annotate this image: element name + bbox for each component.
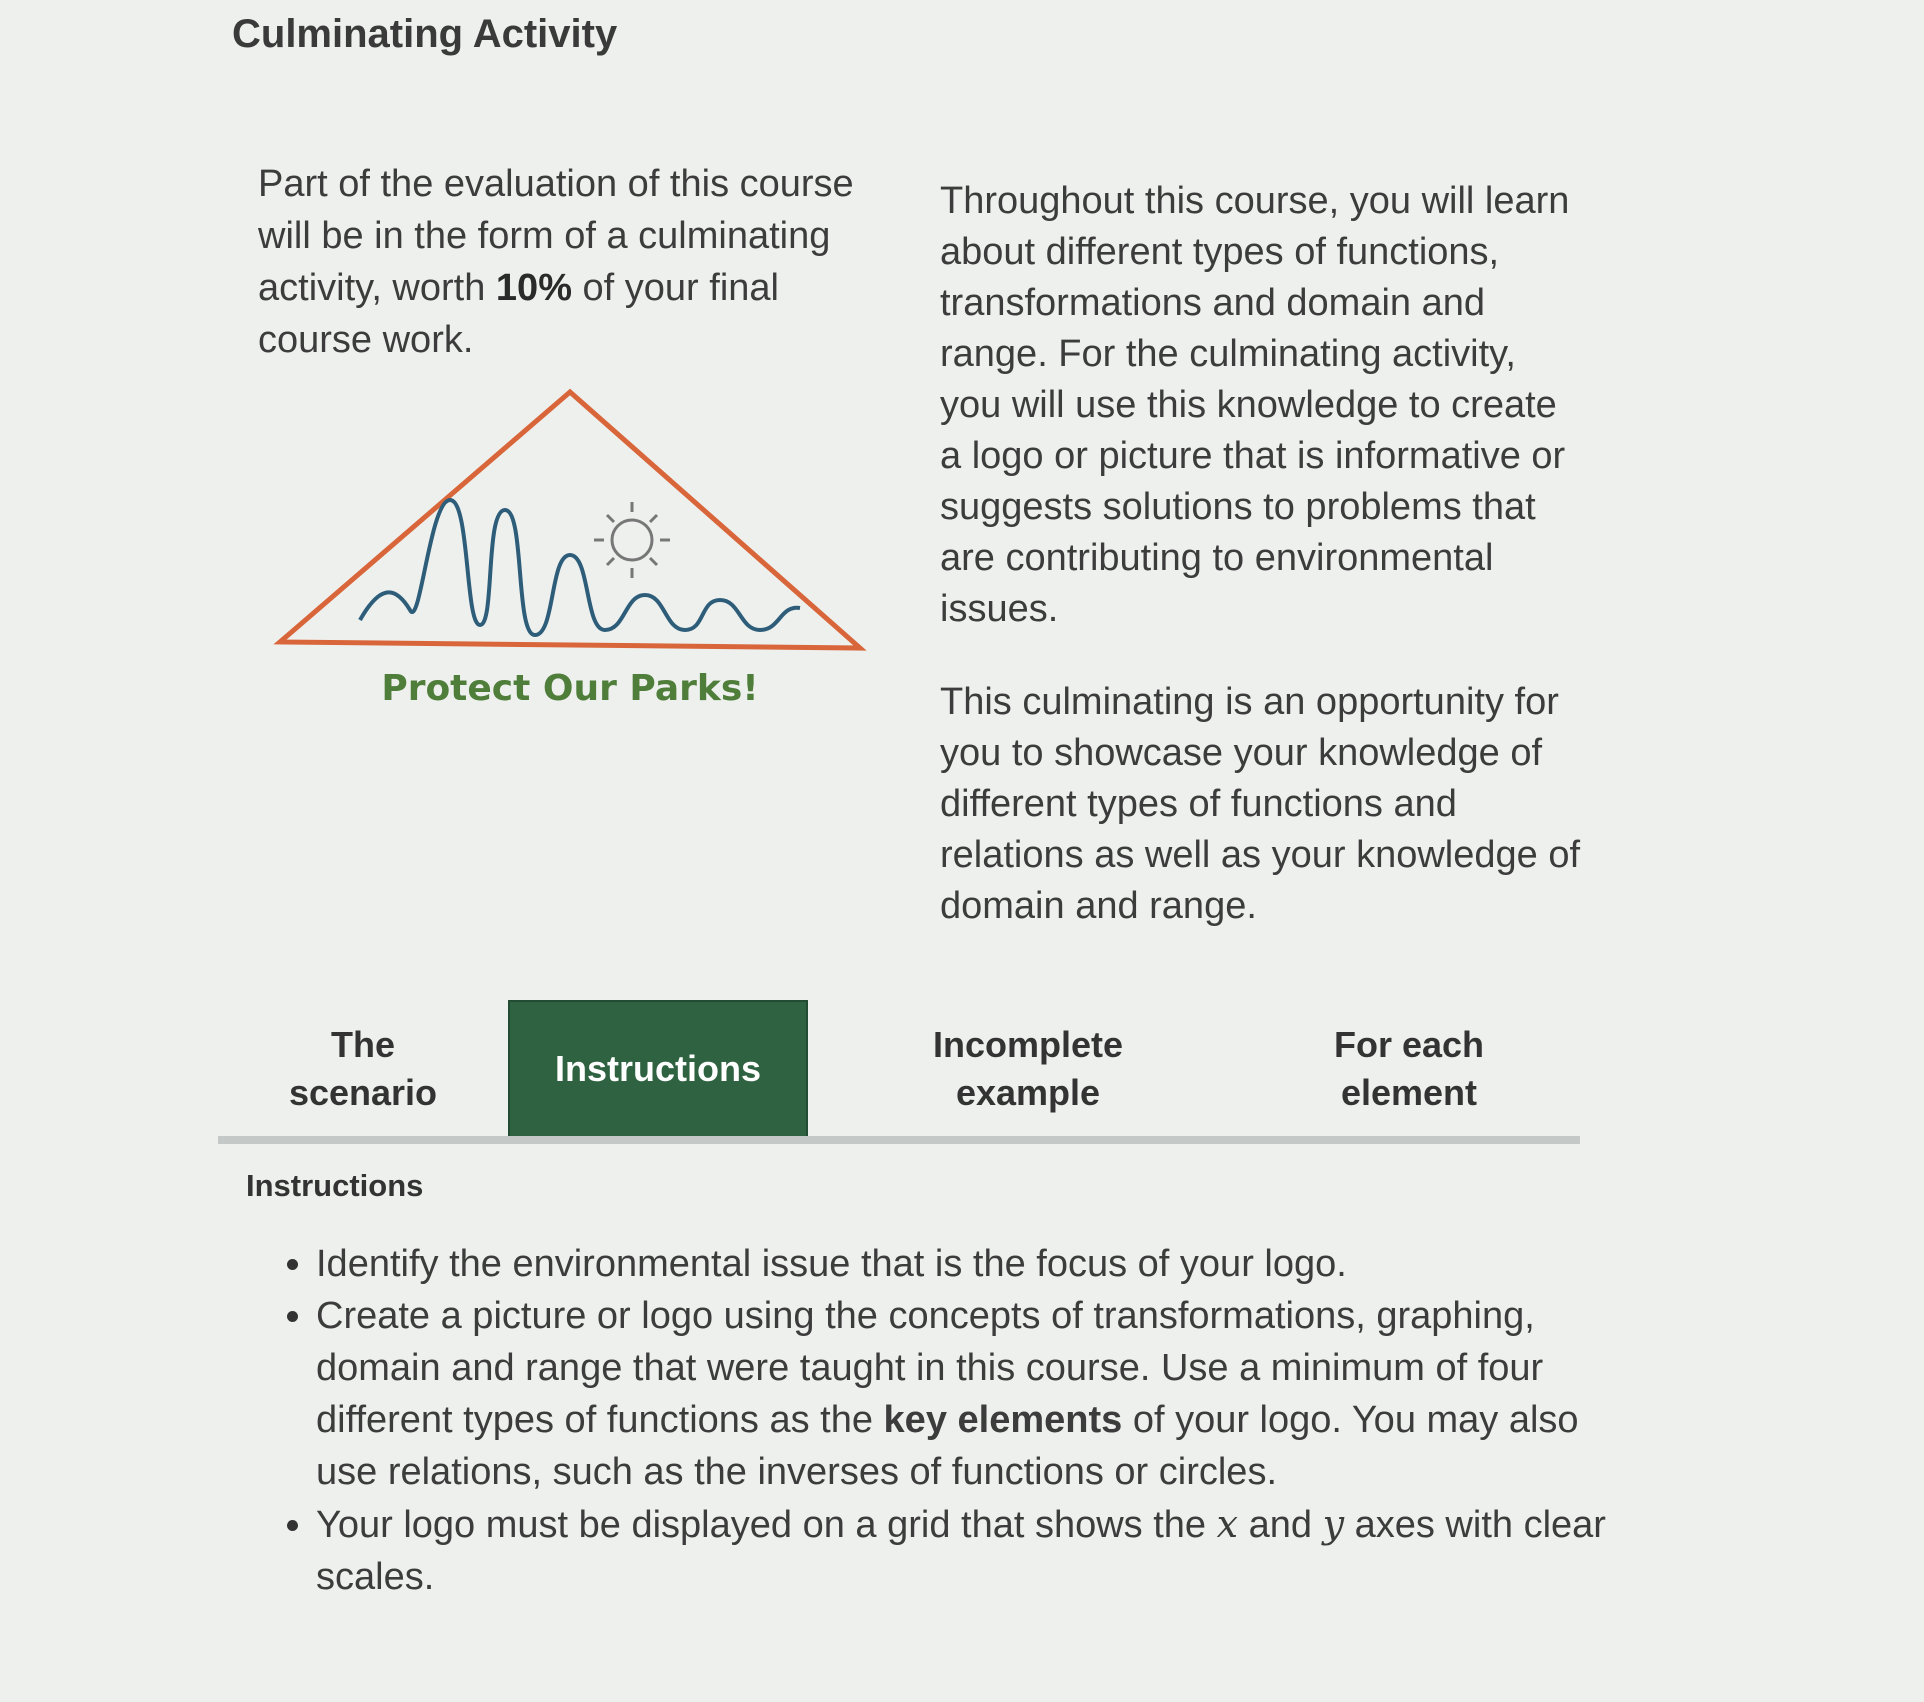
tab-label: For each element: [1333, 1024, 1485, 1113]
intro-text-right: [940, 176, 1580, 974]
instruction-item: [316, 1498, 1616, 1603]
tab-the-scenario[interactable]: [218, 1000, 508, 1138]
instructions-list: [278, 1238, 1616, 1603]
instruction-text: of your logo. You may also use relations, such as the inverses of functions or circles.: [316, 1399, 1579, 1493]
tab-label: Incomplete example: [932, 1024, 1124, 1113]
intro-text-left: [258, 158, 898, 366]
tab-label: Instructions: [554, 1048, 761, 1089]
logo-caption: Protect Our Parks!: [381, 668, 759, 709]
instruction-item: [316, 1290, 1616, 1498]
page-title: Culminating Activity: [232, 12, 618, 56]
mountain-wave-curve: [360, 500, 800, 635]
instruction-text: Create a picture or logo using the concepts of transformations, graphing, domain and range that were taught in this course. Use a minimum of four different types of functions as the: [316, 1295, 1544, 1441]
tab-underline: [218, 1136, 1580, 1144]
math-y: y: [1322, 1502, 1345, 1546]
tab-bar: [218, 1000, 1580, 1140]
instruction-text: axes with clear scales.: [316, 1504, 1606, 1598]
instruction-key-elements: key elements: [883, 1399, 1123, 1441]
intro-paragraph-2: This culminating is an opportunity for you to showcase your knowledge of different types of functions and relations as well as your knowledge of domain and range.: [940, 681, 1581, 927]
intro-left-text-part: Part of the evaluation of this course will be in the form of a culminating activity, worth: [258, 163, 854, 309]
instruction-text: and: [1238, 1504, 1323, 1546]
intro-left-text-end: of your final course work.: [258, 267, 779, 361]
tab-incomplete-example[interactable]: [818, 1000, 1238, 1138]
sun-icon: [594, 502, 670, 578]
instruction-text: Your logo must be displayed on a grid that shows the: [316, 1504, 1217, 1546]
instructions-section-title: Instructions: [246, 1168, 424, 1203]
intro-paragraph-1: Throughout this course, you will learn about different types of functions, transformations and domain and range. For the culminating activity, you will use this knowledge to create a logo or picture that is informative or suggests solutions to problems that are contributing to environmental issues.: [940, 180, 1570, 630]
instruction-text: Identify the environmental issue that is the focus of your logo.: [316, 1243, 1347, 1285]
tab-instructions[interactable]: [508, 1000, 808, 1138]
instruction-item: [316, 1238, 1616, 1290]
tab-label: The scenario: [288, 1024, 438, 1113]
intro-left-percent: 10%: [495, 267, 572, 309]
tab-for-each-element[interactable]: [1238, 1000, 1580, 1138]
math-x: x: [1216, 1502, 1239, 1546]
